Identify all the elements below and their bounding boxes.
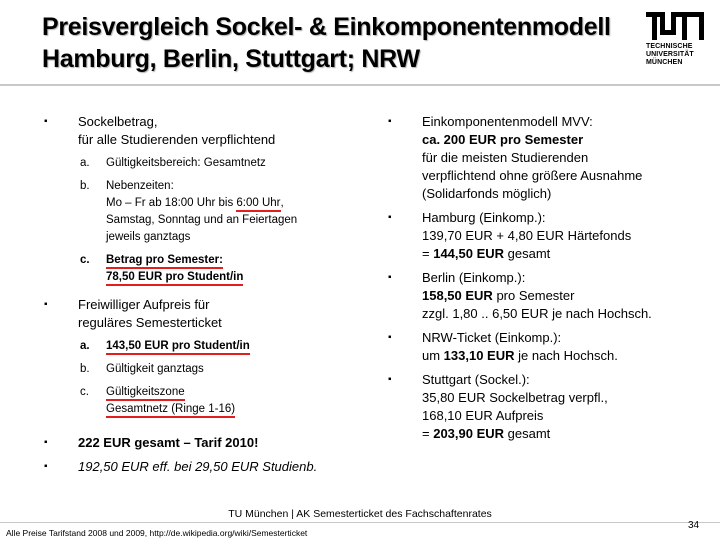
bullet-text: Einkomponentenmodell MVV: <box>422 114 593 129</box>
bullet-text: je nach Hochsch. <box>514 348 618 363</box>
sub-item-gueltigkeitszone <box>44 384 364 418</box>
bullet-text: ca. 200 EUR pro Semester <box>422 132 584 147</box>
sub-item-betrag <box>44 252 364 286</box>
bullet-text: verpflichtend ohne größere Ausnahme <box>422 168 643 183</box>
bullet-stuttgart <box>388 371 688 443</box>
sub-text-line <box>106 252 364 269</box>
sub-text: Gültigkeit ganztags <box>106 363 204 375</box>
underlined-text: Gesamtnetz (Ringe 1-16) <box>106 402 235 418</box>
underlined-text: Gültigkeitszone <box>106 385 185 401</box>
bullet-marker: ▪ <box>44 116 48 127</box>
bullet-effektiv <box>44 458 364 476</box>
bullet-text: 35,80 EUR Sockelbetrag verpfl., <box>422 390 608 405</box>
sub-item-gueltigkeitsbereich <box>44 155 364 172</box>
bullet-text-bold: 144,50 EUR <box>433 246 505 261</box>
bullet-marker: ▪ <box>44 437 48 448</box>
logo-line-1: TECHNISCHE <box>646 43 693 50</box>
bullet-text: = <box>422 246 434 261</box>
sub-item-nebenzeiten <box>44 178 364 246</box>
sub-marker: c. <box>80 254 90 266</box>
title-line-2: Hamburg, Berlin, Stuttgart; NRW <box>42 45 420 73</box>
sub-marker: a. <box>80 340 90 352</box>
bullet-text: um <box>422 348 444 363</box>
bullet-text: Berlin (Einkomp.): <box>422 270 526 285</box>
bullet-text-bold: 203,90 EUR <box>433 426 505 441</box>
source-note: Alle Preise Tarifstand 2008 und 2009, http://de.wikipedia.org/wiki/Semesterticket <box>6 528 308 538</box>
sub-text: Nebenzeiten: <box>106 180 174 192</box>
sub-marker: b. <box>80 363 90 375</box>
logo-line-3: MÜNCHEN <box>646 59 683 66</box>
bullet-text-line <box>422 287 688 305</box>
bullet-text: 222 EUR gesamt – Tarif 2010! <box>78 435 259 450</box>
bullet-text-bold: 133,10 EUR <box>443 348 515 363</box>
sub-text-line <box>106 195 364 212</box>
tum-logo <box>646 12 712 67</box>
bullet-marker: ▪ <box>388 332 392 343</box>
sub-text: Gültigkeitsbereich: Gesamtnetz <box>106 157 266 169</box>
sub-text-line <box>106 384 364 401</box>
bullet-text: gesamt <box>504 426 551 441</box>
sub-text-line <box>106 401 364 418</box>
bullet-nrw <box>388 329 688 365</box>
bullet-text: Sockelbetrag, <box>78 114 158 129</box>
sub-text: , <box>280 197 284 209</box>
slide-footer: TU München | AK Semesterticket des Fachschaftenrates <box>228 508 492 520</box>
sub-marker: c. <box>80 386 89 398</box>
bullet-text: (Solidarfonds möglich) <box>422 186 552 201</box>
bullet-text: = <box>422 426 434 441</box>
sub-text-line <box>106 338 364 355</box>
bullet-text: NRW-Ticket (Einkomp.): <box>422 330 562 345</box>
bullet-text: gesamt <box>504 246 551 261</box>
left-column <box>44 113 364 482</box>
bullet-gesamt <box>44 434 364 452</box>
right-column <box>388 113 688 449</box>
sub-text: jeweils ganztags <box>106 231 191 243</box>
sub-text: Mo – Fr ab 18:00 Uhr bis <box>106 197 237 209</box>
bullet-text-bold: 158,50 EUR <box>422 288 493 303</box>
bullet-marker: ▪ <box>44 299 48 310</box>
underlined-time: 6:00 Uhr <box>236 196 280 212</box>
bullet-text: 168,10 EUR Aufpreis <box>422 408 544 423</box>
bullet-marker: ▪ <box>44 461 48 472</box>
bullet-text: zzgl. 1,80 .. 6,50 EUR je nach Hochsch. <box>422 306 652 321</box>
sub-item-gueltigkeit <box>44 361 364 378</box>
bullet-hamburg <box>388 209 688 263</box>
sub-text: Samstag, Sonntag und an Feiertagen <box>106 214 298 226</box>
bullet-text: Hamburg (Einkomp.): <box>422 210 546 225</box>
title-line-1: Preisvergleich Sockel- & Einkomponentenmodell <box>42 13 611 41</box>
bullet-text: reguläres Semesterticket <box>78 315 222 330</box>
slide-title <box>42 11 632 75</box>
bullet-text: Freiwilliger Aufpreis für <box>78 297 210 312</box>
underlined-text: 143,50 EUR pro Student/in <box>106 339 250 355</box>
bullet-berlin <box>388 269 688 323</box>
sub-marker: a. <box>80 157 90 169</box>
bullet-text-line <box>422 245 688 263</box>
bullet-text: pro Semester <box>492 288 575 303</box>
bullet-mvv <box>388 113 688 203</box>
underlined-text: 78,50 EUR pro Student/in <box>106 270 243 286</box>
sub-marker: b. <box>80 180 90 192</box>
bullet-marker: ▪ <box>388 212 392 223</box>
bullet-marker: ▪ <box>388 374 392 385</box>
underlined-text: Betrag pro Semester: <box>106 253 223 269</box>
bullet-marker: ▪ <box>388 272 392 283</box>
bullet-text-line <box>422 425 688 443</box>
footer-divider <box>0 522 720 523</box>
tum-logo-text <box>646 43 712 67</box>
bullet-text: für alle Studierenden verpflichtend <box>78 132 276 147</box>
sub-item-aufpreis-betrag <box>44 338 364 355</box>
page-number: 34 <box>688 520 700 531</box>
tum-logo-icon <box>646 12 704 40</box>
bullet-text: 139,70 EUR + 4,80 EUR Härtefonds <box>422 228 632 243</box>
bullet-text-line <box>422 347 688 365</box>
bullet-text: für die meisten Studierenden <box>422 150 589 165</box>
sub-text-line <box>106 269 364 286</box>
bullet-marker: ▪ <box>388 116 392 127</box>
logo-line-2: UNIVERSITÄT <box>646 51 694 58</box>
bullet-text: Stuttgart (Sockel.): <box>422 372 530 387</box>
bullet-sockelbetrag <box>44 113 364 149</box>
bullet-text: 192,50 EUR eff. bei 29,50 EUR Studienb. <box>78 459 318 474</box>
title-divider <box>0 84 720 86</box>
bullet-aufpreis <box>44 296 364 332</box>
